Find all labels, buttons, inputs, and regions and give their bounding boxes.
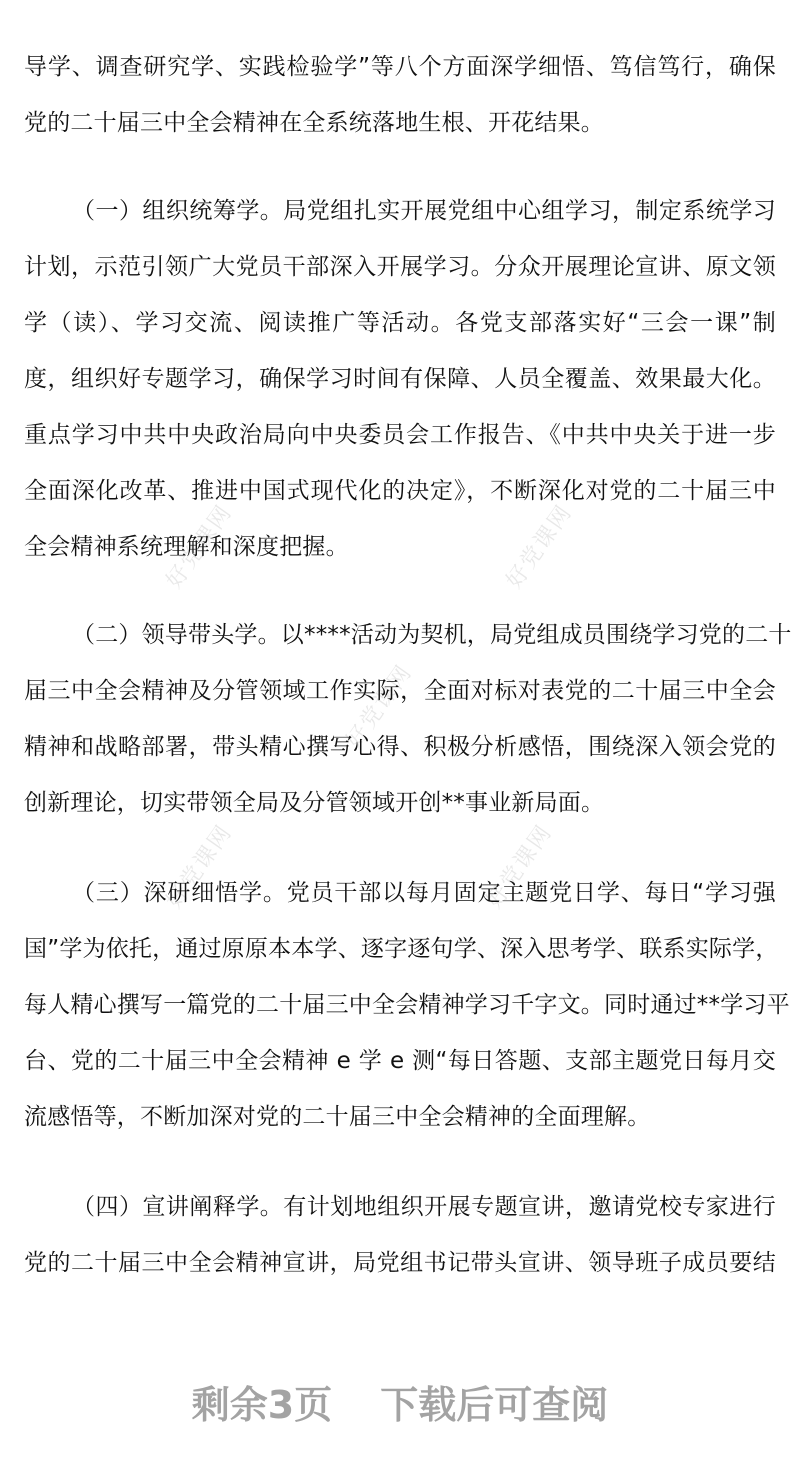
text-line: 度，组织好专题学习，确保学习时间有保障、人员全覆盖、效果最大化。 [24,366,776,392]
watermark: 好党课网 [341,660,418,754]
text-line: 党的二十届三中全会精神在全系统落地生根、开花结果。 [24,110,604,136]
text-line: （二）领导带头学。以****活动为契机，局党组成员围绕学习党的二十 [72,622,792,648]
watermark: 好党课网 [481,820,558,914]
download-prompt-label: 下载后可查阅 [380,1383,609,1427]
download-to-read-more-button[interactable] [0,1380,800,1430]
watermark: 好党课网 [161,500,238,594]
text-line: 全会精神系统理解和深度把握。 [24,534,349,560]
watermark: 好党课网 [161,820,238,914]
text-line: 流感悟等，不断加深对党的二十届三中全会精神的全面理解。 [24,1104,651,1130]
text-line: （三）深研细悟学。党员干部以每月固定主题党日学、每日“学习强 [72,880,776,906]
text-line: 国”学为依托，通过原原本本学、逐字逐句学、深入思考学、联系实际学， [24,936,779,962]
text-line: 导学、调查研究学、实践检验学”等八个方面深学细悟、笃信笃行，确保 [24,54,776,80]
watermark: 好党课网 [501,500,578,594]
text-line: 精神和战略部署，带头精心撰写心得、积极分析感悟，围绕深入领会党的 [24,734,776,760]
text-line: 台、党的二十届三中全会精神 e 学 e 测“每日答题、支部主题党日每月交 [24,1048,776,1074]
text-line: （一）组织统筹学。局党组扎实开展党组中心组学习，制定系统学习 [72,198,776,224]
text-line: （四）宣讲阐释学。有计划地组织开展专题宣讲，邀请党校专家进行 [72,1194,776,1220]
text-line: 党的二十届三中全会精神宣讲，局党组书记带头宣讲、领导班子成员要结 [24,1250,776,1276]
text-line: 届三中全会精神及分管领域工作实际，全面对标对表党的二十届三中全会 [24,678,776,704]
text-line: 重点学习中共中央政治局向中央委员会工作报告、《中共中央关于进一步 [24,422,776,448]
remaining-pages-label: 剩余3页 [191,1383,333,1427]
text-line: 学（读）、学习交流、阅读推广等活动。各党支部落实好“三会一课”制 [24,310,776,336]
text-line: 全面深化改革、推进中国式现代化的决定》，不断深化对党的二十届三中 [24,478,776,504]
text-line: 创新理论，切实带领全局及分管领域开创**事业新局面。 [24,790,605,816]
text-line: 每人精心撰写一篇党的二十届三中全会精神学习千字文。同时通过**学习平 [24,992,790,1018]
text-line: 计划，示范引领广大党员干部深入开展学习。分众开展理论宣讲、原文领 [24,254,776,280]
